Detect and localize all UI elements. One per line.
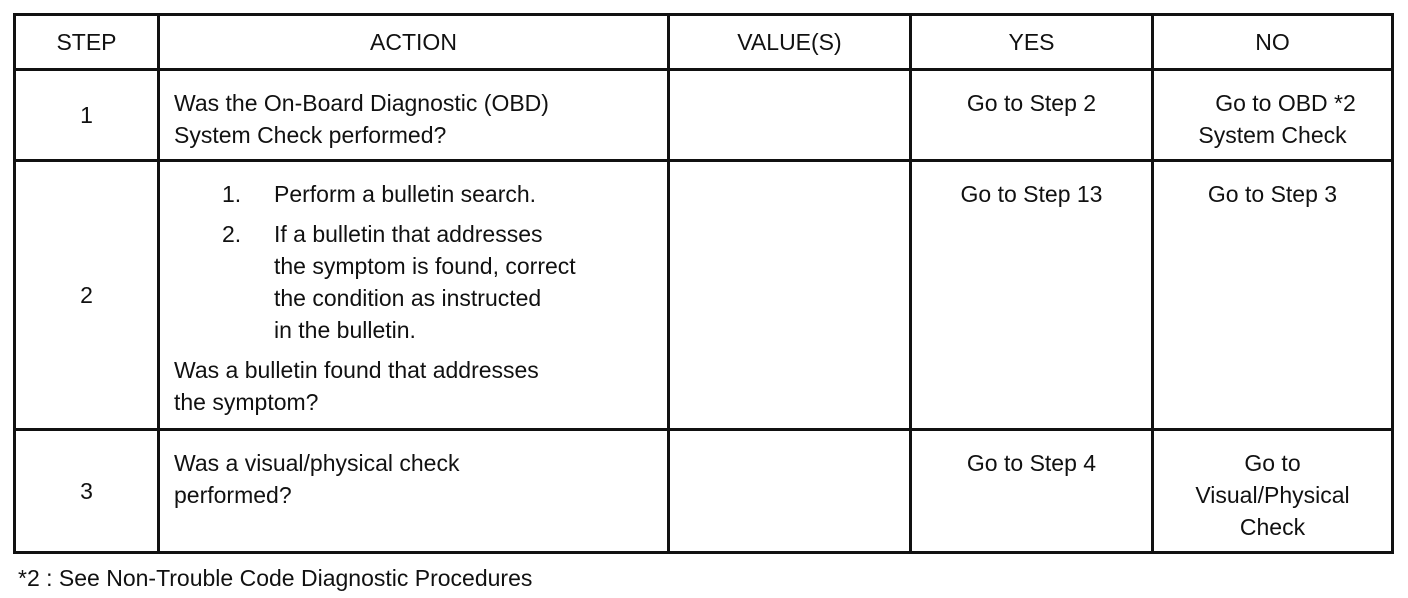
action-cell	[159, 430, 669, 553]
header-yes: YES	[911, 15, 1153, 70]
question-text: Was a bulletin found that addresses	[174, 357, 539, 383]
step-number: 1	[15, 70, 159, 161]
action-text: System Check performed?	[174, 122, 447, 148]
step-number: 3	[15, 430, 159, 553]
no-text: Check	[1239, 514, 1306, 540]
yes-cell	[911, 430, 1153, 553]
no-cell	[1153, 161, 1393, 430]
yes-cell	[911, 70, 1153, 161]
substep-item	[174, 218, 657, 346]
table-row	[15, 430, 1393, 553]
action-question	[174, 354, 657, 418]
no-text: Visual/Physical	[1195, 482, 1350, 508]
header-no: NO	[1153, 15, 1393, 70]
substep-text: the symptom is found, correct	[274, 253, 576, 279]
question-text: the symptom?	[174, 389, 319, 415]
action-text: performed?	[174, 482, 292, 508]
footnote: *2 : See Non-Trouble Code Diagnostic Procedures	[18, 565, 533, 591]
substep-text: If a bulletin that addresses	[274, 221, 543, 247]
no-text: Go to Step 3	[1207, 181, 1338, 207]
step-number: 2	[15, 161, 159, 430]
no-cell	[1153, 70, 1393, 161]
action-cell	[159, 70, 669, 161]
action-cell	[159, 161, 669, 430]
no-text: System Check	[1198, 122, 1347, 148]
table-row	[15, 70, 1393, 161]
yes-text: Go to Step 13	[960, 181, 1103, 207]
diagnostic-table	[13, 13, 1394, 554]
no-text: Go to OBD *2	[1215, 90, 1356, 116]
substep-list	[174, 178, 657, 346]
header-action: ACTION	[159, 15, 669, 70]
yes-text: Go to Step 2	[966, 90, 1097, 116]
substep-item	[174, 178, 657, 210]
substep-text: Perform a bulletin search.	[274, 181, 537, 207]
values-cell	[669, 161, 911, 430]
table-row	[15, 161, 1393, 430]
no-cell	[1153, 430, 1393, 553]
substep-number: 1.	[222, 181, 242, 207]
header-values: VALUE(S)	[669, 15, 911, 70]
values-cell	[669, 70, 911, 161]
header-step: STEP	[15, 15, 159, 70]
substep-text: the condition as instructed	[274, 285, 542, 311]
action-text: Was the On-Board Diagnostic (OBD)	[174, 90, 549, 116]
table-header-row	[15, 15, 1393, 70]
yes-text: Go to Step 4	[966, 450, 1097, 476]
substep-text: in the bulletin.	[274, 317, 416, 343]
no-text: Go to	[1244, 450, 1301, 476]
yes-cell	[911, 161, 1153, 430]
action-text: Was a visual/physical check	[174, 450, 460, 476]
substep-number: 2.	[222, 221, 242, 247]
values-cell	[669, 430, 911, 553]
